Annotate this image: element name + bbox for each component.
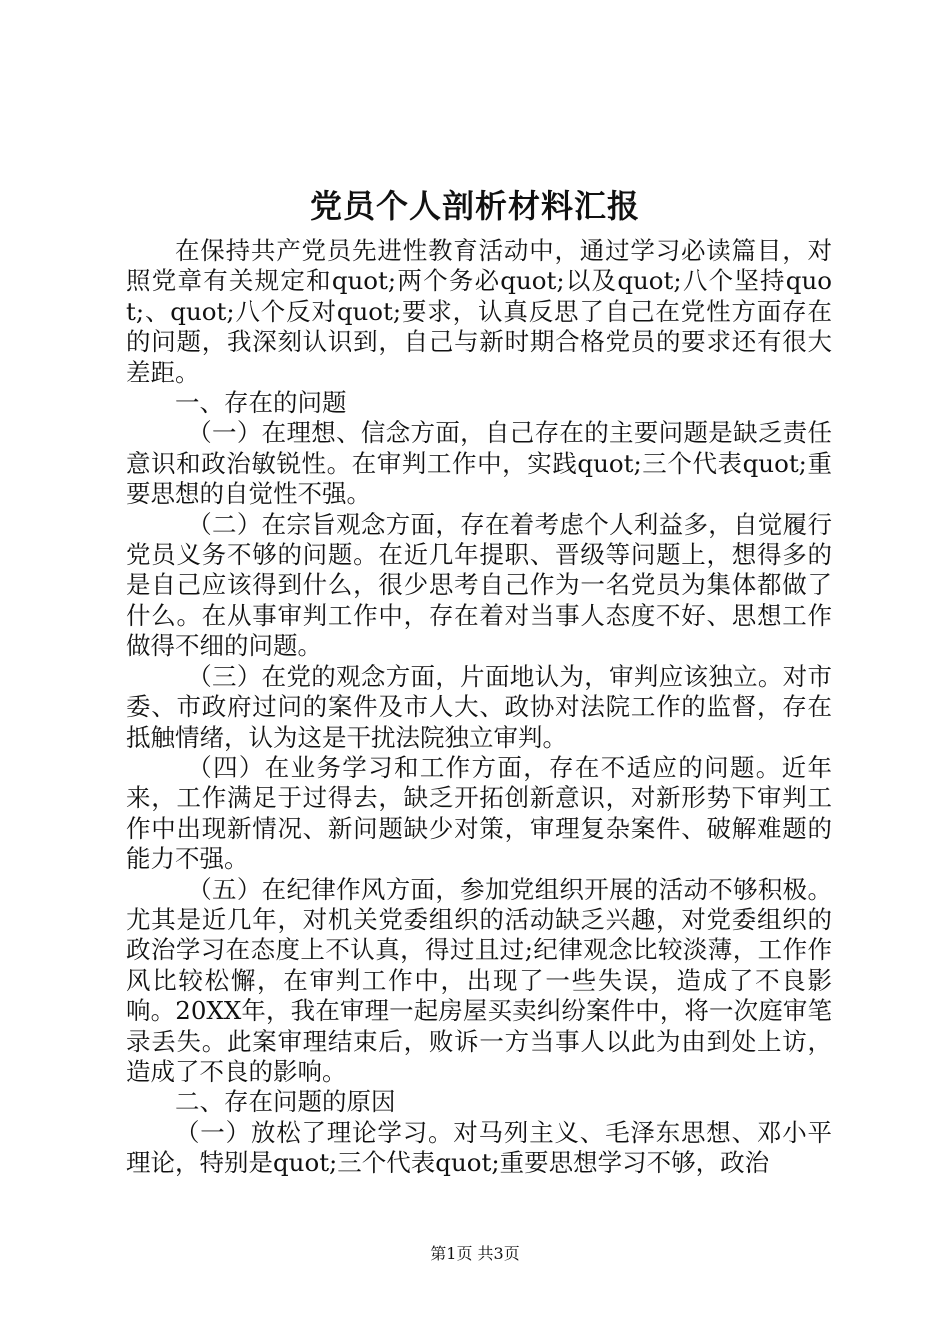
paragraph-problem-3: （三）在党的观念方面，片面地认为，审判应该独立。对市委、市政府过问的案件及市人大、政协对法院工作的监督，存在抵触情绪，认为这是干扰法院独立审判。: [126, 661, 832, 752]
section-heading-problems: 一、存在的问题: [175, 388, 347, 418]
paragraph-intro: 在保持共产党员先进性教育活动中，通过学习必读篇目，对照党章有关规定和quot;两个务必quot;以及quot;八个坚持quot;、quot;八个反对quot;要求，认真反思了自己在党性方面存在的问题，我深刻认识到，自己与新时期合格党员的要求还有很大差距。: [126, 236, 832, 387]
document-title: 党员个人剖析材料汇报: [309, 187, 640, 225]
paragraph-problem-1: （一）在理想、信念方面，自己存在的主要问题是缺乏责任意识和政治敏锐性。在审判工作中，实践quot;三个代表quot;重要思想的自觉性不强。: [126, 418, 832, 509]
section-heading-causes: 二、存在问题的原因: [175, 1087, 396, 1117]
paragraph-problem-4: （四）在业务学习和工作方面，存在不适应的问题。近年来，工作满足于过得去，缺乏开拓创新意识，对新形势下审判工作中出现新情况、新问题缺少对策，审理复杂案件、破解难题的能力不强。: [126, 752, 832, 874]
document-body: [126, 236, 832, 1179]
paragraph-problem-5: （五）在纪律作风方面，参加党组织开展的活动不够积极。尤其是近几年，对机关党委组织的活动缺乏兴趣，对党委组织的政治学习在态度上不认真，得过且过;纪律观念比较淡薄，工作作风比较松懈，在审判工作中，出现了一些失误，造成了不良影响。20XX年，我在审理一起房屋买卖纠纷案件中，将一次庭审笔录丢失。此案审理结束后，败诉一方当事人以此为由到处上访，造成了不良的影响。: [126, 874, 832, 1086]
page-footer: 第1页 共3页: [430, 1244, 520, 1263]
paragraph-cause-1: （一）放松了理论学习。对马列主义、毛泽东思想、邓小平理论，特别是quot;三个代表quot;重要思想学习不够，政治: [126, 1117, 832, 1178]
paragraph-problem-2: （二）在宗旨观念方面，存在着考虑个人利益多，自觉履行党员义务不够的问题。在近几年提职、晋级等问题上，想得多的是自己应该得到什么，很少思考自己作为一名党员为集体都做了什么。在从事审判工作中，存在着对当事人态度不好、思想工作做得不细的问题。: [126, 509, 832, 661]
